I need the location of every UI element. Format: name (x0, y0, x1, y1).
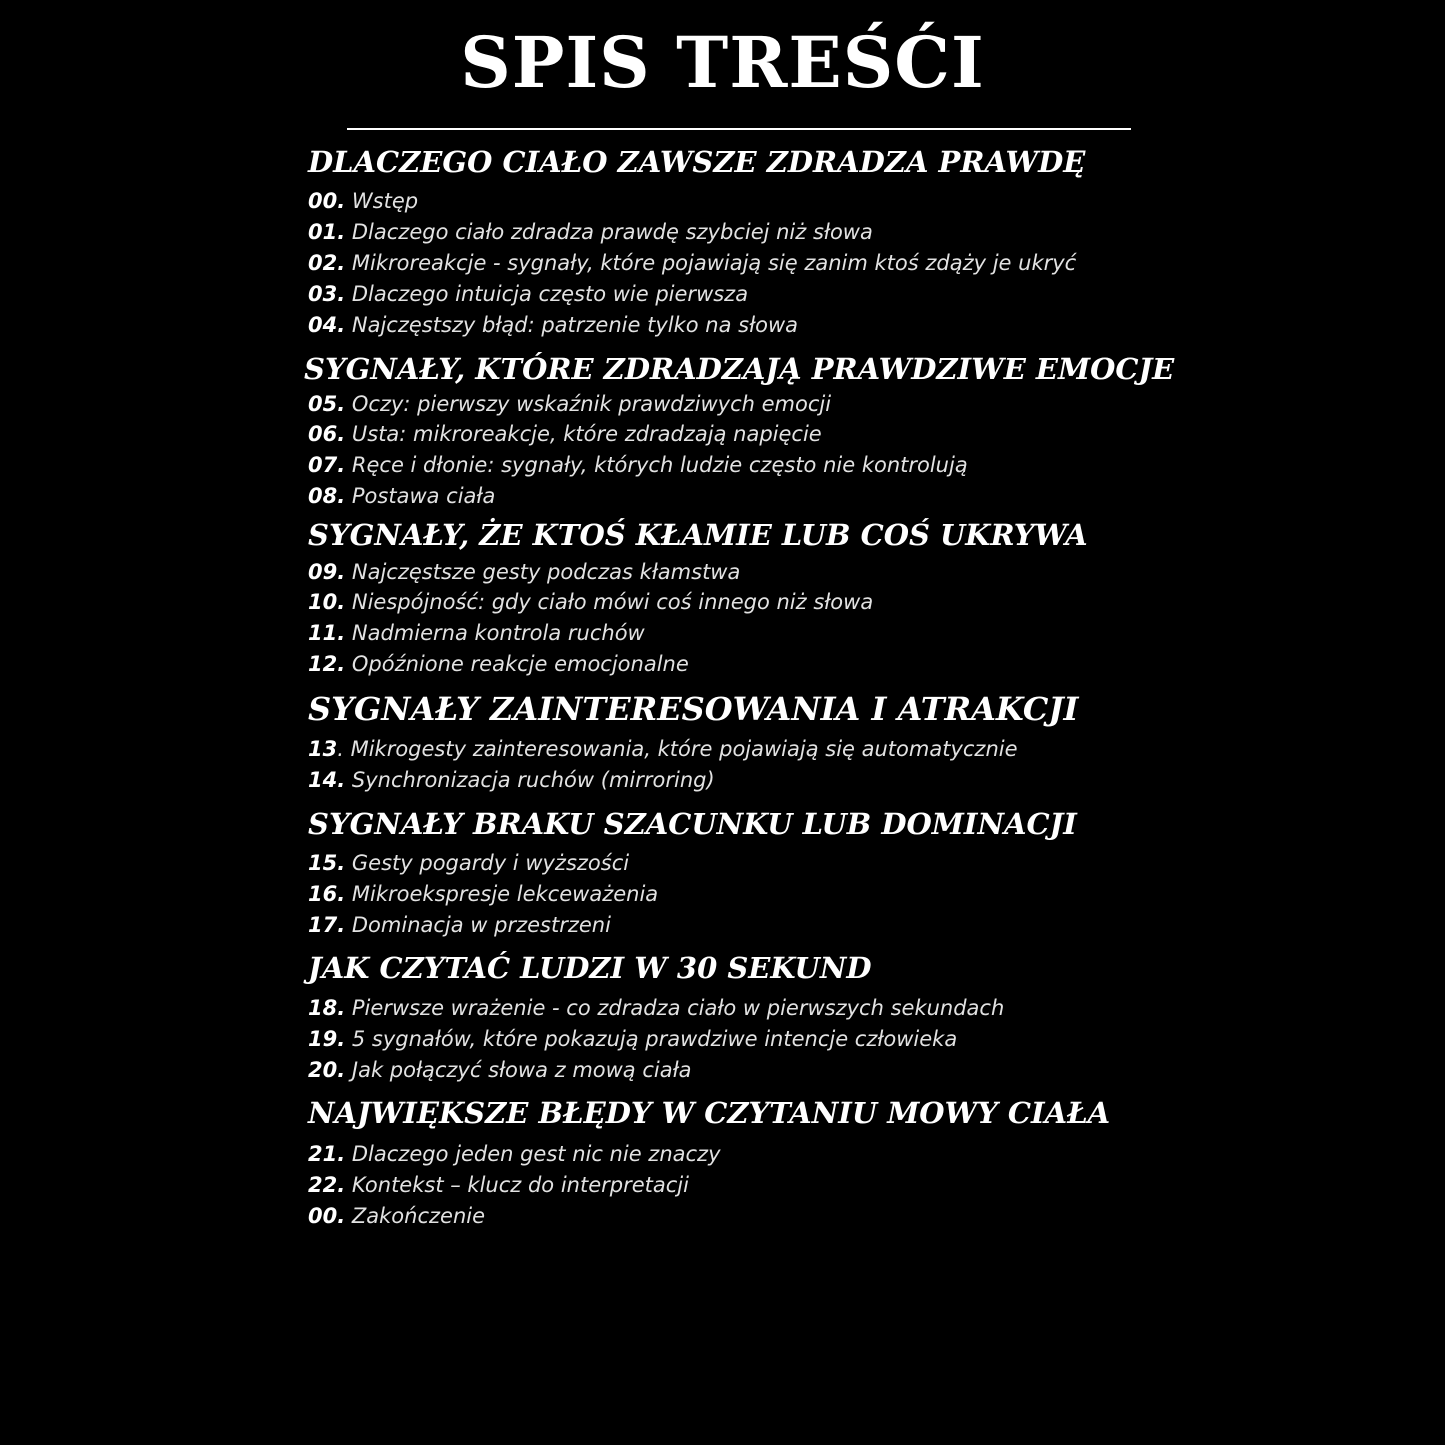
entry-title: Synchronizacja ruchów (mirroring) (351, 768, 715, 792)
page-title: SPIS TREŚĆI (460, 21, 985, 104)
toc-entry (308, 1140, 721, 1168)
toc-entry (308, 650, 689, 678)
toc-entry (308, 994, 1004, 1022)
entry-title: 5 sygnałów, które pokazują prawdziwe intencje człowieka (351, 1027, 958, 1051)
entry-title: Postawa ciała (351, 484, 496, 508)
section-heading: SYGNAŁY BRAKU SZACUNKU LUB DOMINACJI (308, 807, 1077, 841)
toc-entry (308, 558, 740, 586)
entry-title: Niespójność: gdy ciało mówi coś innego niż słowa (351, 590, 874, 614)
toc-entry (308, 451, 968, 479)
entry-number: 06. (308, 422, 346, 446)
entry-number: 03. (308, 282, 346, 306)
toc-entry (308, 187, 418, 215)
toc-entry (308, 280, 748, 308)
entry-number: 11. (308, 621, 346, 645)
entry-title: Nadmierna kontrola ruchów (351, 621, 645, 645)
entry-title: Usta: mikroreakcje, które zdradzają napięcie (351, 422, 822, 446)
entry-title: Mikroekspresje lekceważenia (351, 882, 659, 906)
entry-number: 10. (308, 590, 346, 614)
toc-entry (308, 735, 1018, 763)
section-heading: SYGNAŁY, KTÓRE ZDRADZAJĄ PRAWDZIWE EMOCJE (304, 352, 1175, 386)
title-divider (347, 128, 1131, 130)
entry-number: 07. (308, 453, 346, 477)
entry-title: Kontekst – klucz do interpretacji (351, 1173, 689, 1197)
entry-title: Gesty pogardy i wyższości (351, 851, 630, 875)
entry-number: 13 (308, 737, 338, 761)
entry-title: Wstęp (351, 189, 419, 213)
entry-number: 01. (308, 220, 346, 244)
toc-entry (308, 766, 715, 794)
entry-title: Dlaczego ciało zdradza prawdę szybciej niż słowa (351, 220, 873, 244)
toc-entry (308, 911, 611, 939)
entry-title: Opóźnione reakcje emocjonalne (351, 652, 689, 676)
toc-entry (308, 420, 822, 448)
entry-number: 19. (308, 1027, 346, 1051)
entry-number: 08. (308, 484, 346, 508)
toc-entry (308, 1171, 689, 1199)
entry-number: 17. (308, 913, 346, 937)
entry-title: Jak połączyć słowa z mową ciała (351, 1058, 692, 1082)
toc-entry (308, 218, 873, 246)
entry-title: Najczęstszy błąd: patrzenie tylko na słowa (351, 313, 798, 337)
section-heading: DLACZEGO CIAŁO ZAWSZE ZDRADZA PRAWDĘ (308, 145, 1086, 179)
toc-entry (308, 849, 629, 877)
entry-number: 02. (308, 251, 346, 275)
toc-entry (308, 1202, 485, 1230)
toc-entry (308, 1056, 692, 1084)
entry-title: Zakończenie (351, 1204, 486, 1228)
entry-number: 21. (308, 1142, 346, 1166)
entry-number: 05. (308, 392, 346, 416)
entry-title: Najczęstsze gesty podczas kłamstwa (351, 560, 741, 584)
toc-entry (308, 588, 873, 616)
entry-title: . Mikrogesty zainteresowania, które pojawiają się automatycznie (337, 737, 1018, 761)
toc-entry (308, 249, 1076, 277)
entry-number: 20. (308, 1058, 346, 1082)
toc-entry (308, 1025, 957, 1053)
entry-number: 15. (308, 851, 346, 875)
entry-title: Pierwsze wrażenie - co zdradza ciało w pierwszych sekundach (351, 996, 1005, 1020)
toc-entry (308, 390, 831, 418)
entry-title: Dlaczego intuicja często wie pierwsza (351, 282, 749, 306)
entry-number: 14. (308, 768, 346, 792)
section-heading: NAJWIĘKSZE BŁĘDY W CZYTANIU MOWY CIAŁA (308, 1096, 1111, 1130)
toc-entry (308, 482, 495, 510)
section-heading: JAK CZYTAĆ LUDZI W 30 SEKUND (308, 951, 872, 985)
entry-number: 00. (308, 189, 346, 213)
toc-entry (308, 311, 798, 339)
entry-number: 04. (308, 313, 346, 337)
entry-number: 22. (308, 1173, 346, 1197)
entry-number: 12. (308, 652, 346, 676)
entry-title: Ręce i dłonie: sygnały, których ludzie często nie kontrolują (351, 453, 968, 477)
entry-number: 09. (308, 560, 346, 584)
entry-title: Mikroreakcje - sygnały, które pojawiają się zanim ktoś zdąży je ukryć (351, 251, 1077, 275)
section-heading: SYGNAŁY ZAINTERESOWANIA I ATRAKCJI (308, 690, 1079, 728)
entry-title: Dominacja w przestrzeni (351, 913, 611, 937)
entry-number: 00. (308, 1204, 346, 1228)
section-heading: SYGNAŁY, ŻE KTOŚ KŁAMIE LUB COŚ UKRYWA (308, 518, 1088, 552)
entry-number: 18. (308, 996, 346, 1020)
entry-title: Dlaczego jeden gest nic nie znaczy (351, 1142, 721, 1166)
entry-title: Oczy: pierwszy wskaźnik prawdziwych emocji (351, 392, 832, 416)
entry-number: 16. (308, 882, 346, 906)
toc-entry (308, 880, 658, 908)
toc-entry (308, 619, 645, 647)
